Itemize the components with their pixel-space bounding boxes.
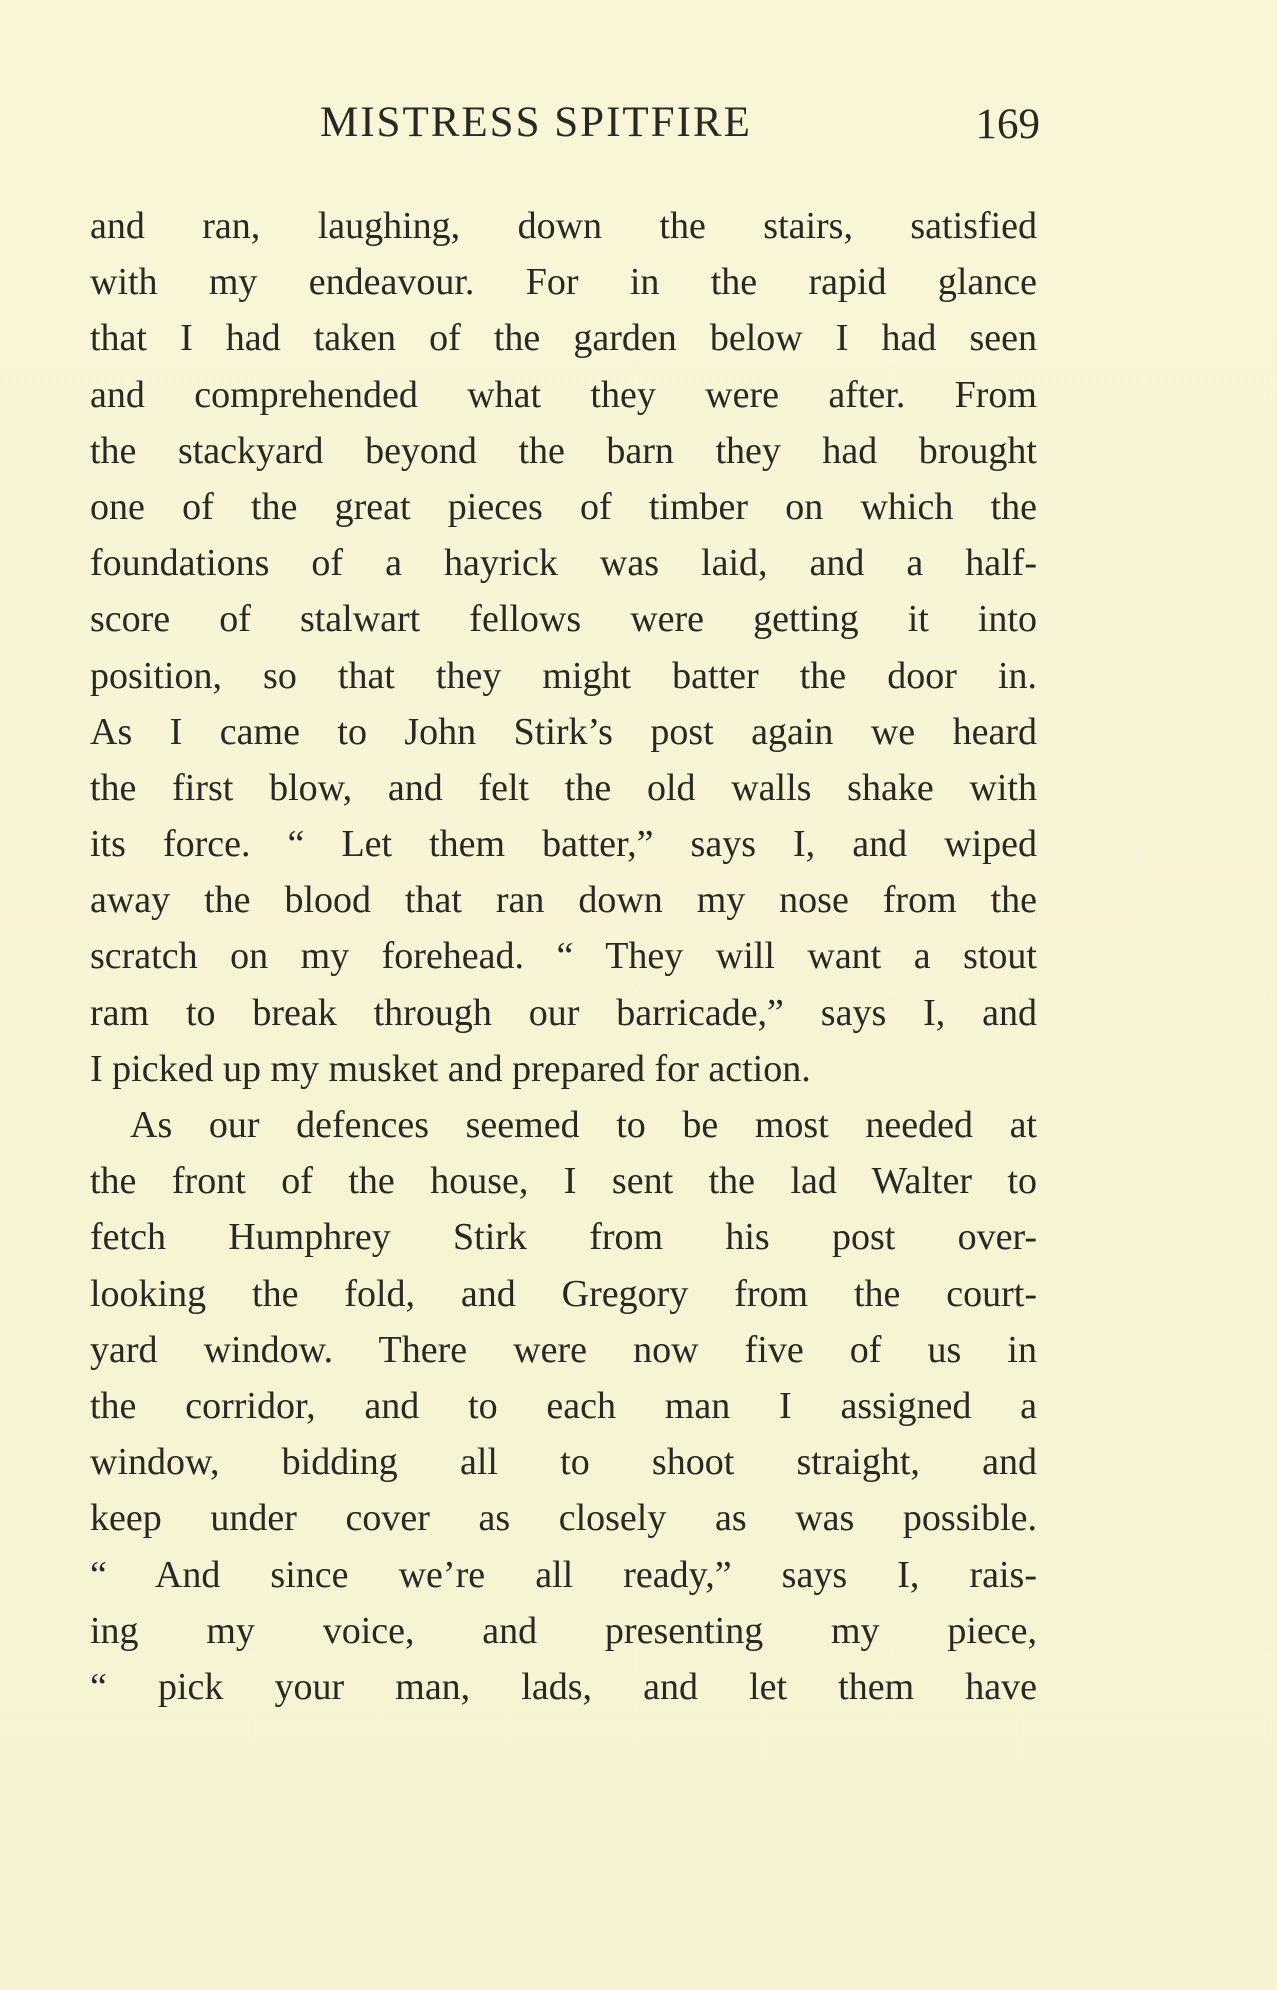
text-line: keep under cover as closely as was possible. — [90, 1497, 1037, 1540]
text-line: scratch on my forehead. “ They will want a stout — [90, 935, 1037, 978]
text-line: one of the great pieces of timber on which the — [90, 485, 1037, 528]
text-line: As I came to John Stirk’s post again we heard — [90, 710, 1037, 753]
text-line: position, so that they might batter the door in. — [90, 654, 1037, 697]
text-line: its force. “ Let them batter,” says I, and wiped — [90, 823, 1037, 866]
text-line: window, bidding all to shoot straight, and — [90, 1441, 1037, 1484]
text-line: the stackyard beyond the barn they had brought — [90, 429, 1037, 472]
text-line: fetch Humphrey Stirk from his post over- — [90, 1216, 1037, 1259]
text-line: and ran, laughing, down the stairs, satisfied — [90, 205, 1037, 247]
text-line: ram to break through our barricade,” says I, and — [90, 991, 1037, 1034]
text-line: and comprehended what they were after. From — [90, 373, 1037, 416]
text-line: the corridor, and to each man I assigned a — [90, 1384, 1037, 1427]
text-line: ing my voice, and presenting my piece, — [90, 1609, 1037, 1652]
text-line: with my endeavour. For in the rapid glance — [90, 261, 1037, 304]
running-title: MISTRESS SPITFIRE — [320, 99, 752, 146]
text-line: score of stalwart fellows were getting it into — [90, 598, 1037, 641]
text-line: the first blow, and felt the old walls shake with — [90, 766, 1037, 809]
text-line: looking the fold, and Gregory from the court- — [90, 1272, 1037, 1315]
text-line: I picked up my musket and prepared for action. — [90, 1047, 811, 1090]
page-number: 169 — [975, 101, 1040, 148]
text-line: that I had taken of the garden below I had seen — [90, 317, 1037, 360]
text-line: “ pick your man, lads, and let them have — [90, 1665, 1037, 1708]
text-line: foundations of a hayrick was laid, and a half- — [90, 542, 1037, 585]
text-line: “ And since we’re all ready,” says I, rais- — [90, 1553, 1037, 1596]
text-line: As our defences seemed to be most needed at — [130, 1104, 1037, 1146]
text-line: away the blood that ran down my nose from the — [90, 879, 1037, 922]
text-line: the front of the house, I sent the lad Walter to — [90, 1160, 1037, 1203]
text-line: yard window. There were now five of us in — [90, 1328, 1037, 1371]
running-head — [90, 95, 1040, 151]
body-text — [90, 198, 1037, 1715]
